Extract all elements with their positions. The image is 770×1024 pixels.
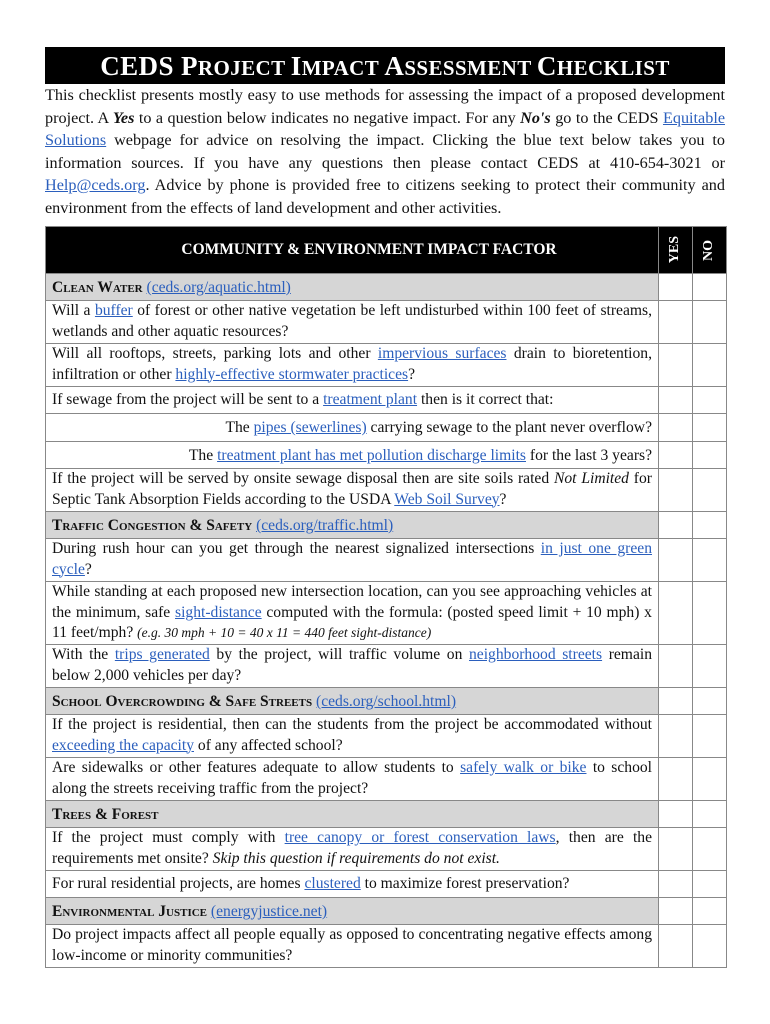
no-checkbox[interactable]	[693, 898, 727, 925]
no-checkbox[interactable]	[693, 828, 727, 871]
section-clean-water: Clean Water (ceds.org/aquatic.html)	[46, 274, 659, 301]
green-cycle-link[interactable]: in just one green cycle	[52, 540, 653, 578]
yes-checkbox[interactable]	[659, 582, 693, 645]
no-checkbox[interactable]	[693, 387, 727, 414]
yes-column-header: YES	[659, 227, 693, 274]
yes-checkbox[interactable]	[659, 442, 693, 469]
no-checkbox[interactable]	[693, 758, 727, 801]
section-justice: Environmental Justice (energyjustice.net)	[46, 898, 659, 925]
page-title: CEDS PROJECT IMPACT ASSESSMENT CHECKLIST	[45, 47, 725, 84]
question: If the project must comply with tree canopy or forest conservation laws, then are the requirements met onsite? Skip this question if requirements do not exist.	[46, 828, 659, 871]
no-checkbox[interactable]	[693, 301, 727, 344]
email-link[interactable]: Help@ceds.org	[45, 176, 146, 194]
yes-checkbox[interactable]	[659, 301, 693, 344]
buffer-link[interactable]: buffer	[94, 302, 133, 319]
question: If the project is residential, then can the students from the project be accommodated without exceeding the capacity of any affected school?	[46, 715, 659, 758]
walk-bike-link[interactable]: safely walk or bike	[460, 759, 587, 776]
question: For rural residential projects, are homes clustered to maximize forest preservation?	[46, 871, 659, 898]
yes-checkbox[interactable]	[659, 871, 693, 898]
no-checkbox[interactable]	[693, 688, 727, 715]
no-checkbox[interactable]	[693, 801, 727, 828]
question: During rush hour can you get through the nearest signalized intersections in just one green cycle?	[46, 539, 659, 582]
treatment-plant-link[interactable]: treatment plant	[323, 391, 418, 408]
yes-checkbox[interactable]	[659, 274, 693, 301]
equitable-solutions-link[interactable]: Equitable Solutions	[45, 108, 725, 149]
question: The treatment plant has met pollution discharge limits for the last 3 years?	[46, 442, 659, 469]
question: With the trips generated by the project, will traffic volume on neighborhood streets remain below 2,000 vehicles per day?	[46, 645, 659, 688]
question: If the project will be served by onsite sewage disposal then are site soils rated Not Limited for Septic Tank Absorption Fields according to the USDA Web Soil Survey?	[46, 469, 659, 512]
yes-checkbox[interactable]	[659, 898, 693, 925]
yes-checkbox[interactable]	[659, 715, 693, 758]
stormwater-link[interactable]: highly-effective stormwater practices	[175, 365, 409, 383]
section-school: School Overcrowding & Safe Streets (ceds.org/school.html)	[46, 688, 659, 715]
sight-distance-link[interactable]: sight-distance	[175, 603, 262, 621]
section-trees: Trees & Forest	[46, 801, 659, 828]
impervious-link[interactable]: impervious surfaces	[377, 345, 507, 362]
school-capacity-link[interactable]: exceeding the capacity	[52, 736, 194, 754]
trips-generated-link[interactable]: trips generated	[114, 646, 210, 663]
yes-checkbox[interactable]	[659, 828, 693, 871]
no-checkbox[interactable]	[693, 512, 727, 539]
yes-checkbox[interactable]	[659, 758, 693, 801]
no-checkbox[interactable]	[693, 469, 727, 512]
yes-checkbox[interactable]	[659, 414, 693, 442]
energyjustice-link[interactable]: (energyjustice.net)	[210, 903, 328, 920]
yes-checkbox[interactable]	[659, 688, 693, 715]
yes-checkbox[interactable]	[659, 925, 693, 968]
aquatic-link[interactable]: (ceds.org/aquatic.html)	[146, 279, 291, 296]
no-checkbox[interactable]	[693, 539, 727, 582]
tree-canopy-link[interactable]: tree canopy or forest conservation laws	[284, 829, 556, 846]
no-checkbox[interactable]	[693, 442, 727, 469]
question: Do project impacts affect all people equally as opposed to concentrating negative effects among low-income or minority communities?	[46, 925, 659, 968]
sewerlines-link[interactable]: pipes (sewerlines)	[253, 419, 367, 436]
factor-header: COMMUNITY & ENVIRONMENT IMPACT FACTOR	[46, 227, 659, 274]
yes-checkbox[interactable]	[659, 469, 693, 512]
yes-checkbox[interactable]	[659, 801, 693, 828]
question: The pipes (sewerlines) carrying sewage to the plant never overflow?	[46, 414, 659, 442]
no-checkbox[interactable]	[693, 925, 727, 968]
question: Are sidewalks or other features adequate to allow students to safely walk or bike to school along the streets receiving traffic from the project?	[46, 758, 659, 801]
yes-checkbox[interactable]	[659, 512, 693, 539]
intro-paragraph: This checklist presents mostly easy to use methods for assessing the impact of a proposed development project. A Yes to a question below indicates no negative impact. For any No's go to the CEDS Equitable Solutions webpage for advice on resolving the impact. Clicking the blue text below takes you to information sources. If you have any questions then please contact CEDS at 410-654-3021 or Help@ceds.org. Advice by phone is provided free to citizens seeking to protect their community and environment from the effects of land development and other activities.	[45, 86, 725, 217]
yes-checkbox[interactable]	[659, 539, 693, 582]
no-checkbox[interactable]	[693, 414, 727, 442]
neighborhood-streets-link[interactable]: neighborhood streets	[469, 646, 603, 663]
yes-checkbox[interactable]	[659, 645, 693, 688]
no-checkbox[interactable]	[693, 344, 727, 387]
traffic-link[interactable]: (ceds.org/traffic.html)	[256, 517, 394, 534]
yes-checkbox[interactable]	[659, 387, 693, 414]
no-checkbox[interactable]	[693, 274, 727, 301]
clustered-link[interactable]: clustered	[304, 875, 361, 892]
checklist-table	[45, 226, 727, 968]
no-checkbox[interactable]	[693, 715, 727, 758]
question: If sewage from the project will be sent to a treatment plant then is it correct that:	[46, 387, 659, 414]
question: Will all rooftops, streets, parking lots and other impervious surfaces drain to bioretention, infiltration or other highly-effective stormwater practices?	[46, 344, 659, 387]
no-checkbox[interactable]	[693, 645, 727, 688]
question: Will a buffer of forest or other native vegetation be left undisturbed within 100 feet of streams, wetlands and other aquatic resources?	[46, 301, 659, 344]
question: While standing at each proposed new intersection location, can you see approaching vehicles at the minimum, safe sight-distance computed with the formula: (posted speed limit + 10 mph) x 11 feet/mph? (e.g. 30 mph + 10 = 40 x 11 = 440 feet sight-distance)	[46, 582, 659, 645]
school-link[interactable]: (ceds.org/school.html)	[316, 693, 457, 710]
section-traffic: Traffic Congestion & Safety (ceds.org/traffic.html)	[46, 512, 659, 539]
no-checkbox[interactable]	[693, 871, 727, 898]
discharge-limits-link[interactable]: treatment plant has met pollution discharge limits	[217, 447, 526, 464]
yes-checkbox[interactable]	[659, 344, 693, 387]
no-column-header: NO	[693, 227, 727, 274]
no-checkbox[interactable]	[693, 582, 727, 645]
web-soil-survey-link[interactable]: Web Soil Survey	[394, 490, 500, 508]
